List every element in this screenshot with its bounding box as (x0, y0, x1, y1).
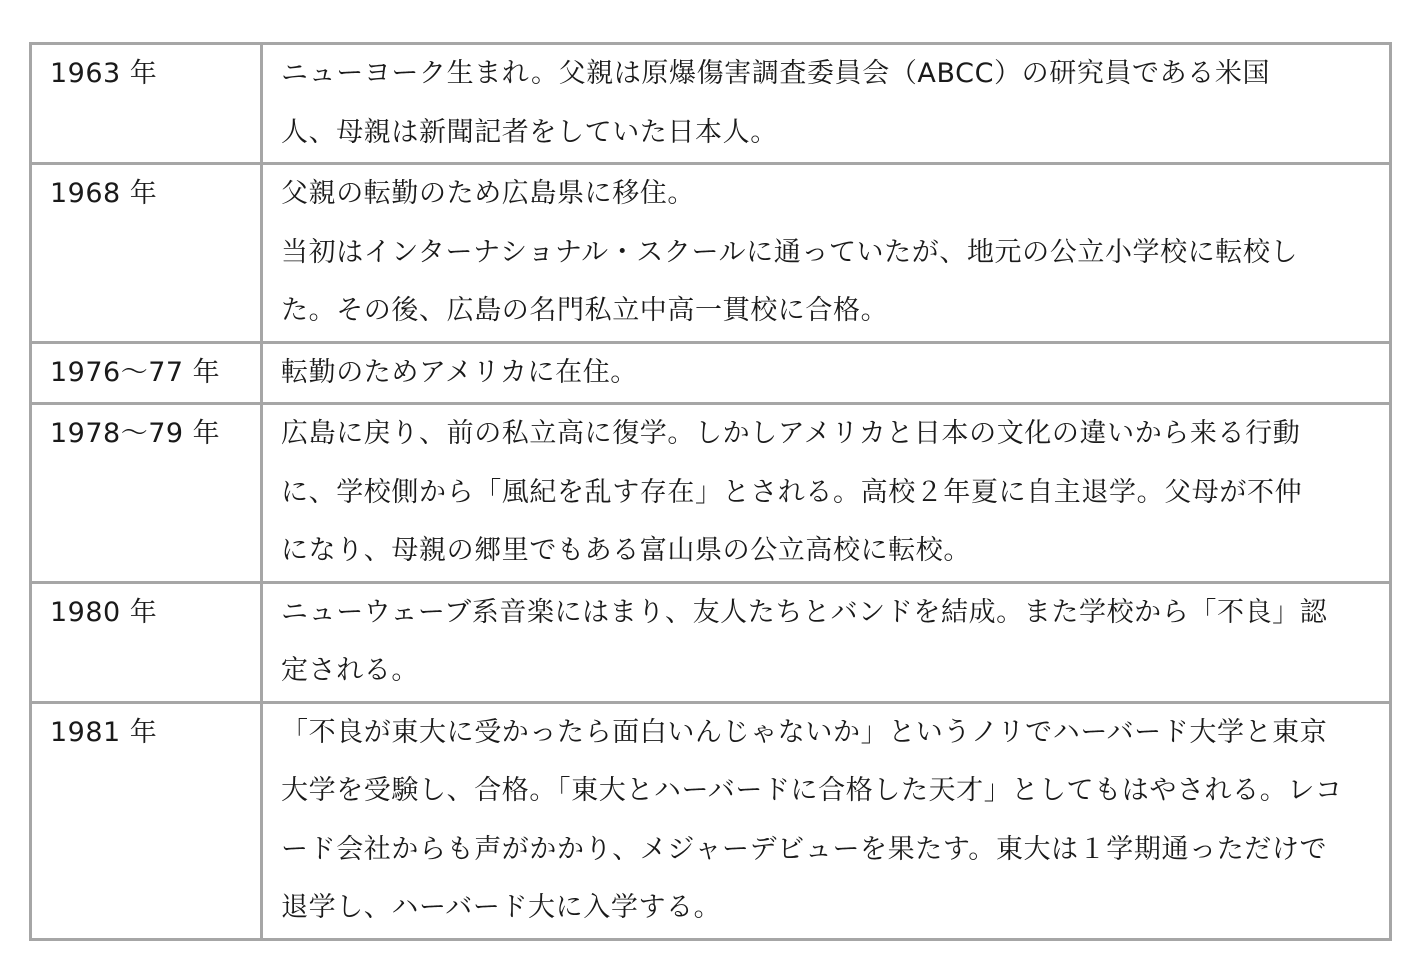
description-cell (262, 44, 1391, 164)
year-cell (31, 702, 262, 939)
timeline-table (29, 42, 1392, 941)
year-label: 1978～79 年 (50, 418, 221, 449)
year-cell (31, 342, 262, 404)
description-cell (262, 342, 1391, 404)
description-cell (262, 164, 1391, 343)
table-row (31, 342, 1391, 404)
year-cell (31, 582, 262, 702)
table-row (31, 582, 1391, 702)
year-label: 1980 年 (50, 596, 158, 628)
description-text: 父親の転勤のため広島県に移住。 当初はインターナショナル・スクールに通っていたが、地元の公立小学校に転校し た。その後、広島の名門私立中高一貫校に合格。 (281, 178, 1299, 326)
description-text: 「不良が東大に受かったら面白いんじゃないか」というノリでハーバード大学と東京 大学を受験し、合格。「東大とハーバードに合格した天才」としてもはやされる。レコ ード会社からも声がかかり、メジャーデビューを果たす。東大は１学期通っただけで 退学し、ハーバード大に入学する。 (281, 716, 1343, 923)
year-cell (31, 404, 262, 583)
year-label: 1976～77 年 (50, 356, 221, 388)
description-text: ニューウェーブ系音楽にはまり、友人たちとバンドを結成。また学校から「不良」認 定される。 (281, 596, 1328, 686)
year-label: 1968 年 (50, 178, 158, 209)
description-cell (262, 582, 1391, 702)
year-cell (31, 164, 262, 343)
year-cell (31, 44, 262, 164)
table-row (31, 44, 1391, 164)
year-label: 1981 年 (50, 716, 158, 748)
description-cell (262, 404, 1391, 583)
description-cell (262, 702, 1391, 939)
description-text: 転勤のためアメリカに在住。 (281, 356, 638, 388)
year-label: 1963 年 (50, 58, 158, 89)
table-row (31, 702, 1391, 939)
table-row (31, 404, 1391, 583)
description-text: 広島に戻り、前の私立高に復学。しかしアメリカと日本の文化の違いから来る行動 に、学校側から「風紀を乱す存在」とされる。高校２年夏に自主退学。父母が不仲 になり、母親の郷里でもある富山県の公立高校に転校。 (281, 418, 1303, 566)
description-text: ニューヨーク生まれ。父親は原爆傷害調査委員会（ABCC）の研究員である米国 人、母親は新聞記者をしていた日本人。 (281, 58, 1271, 148)
table-row (31, 164, 1391, 343)
